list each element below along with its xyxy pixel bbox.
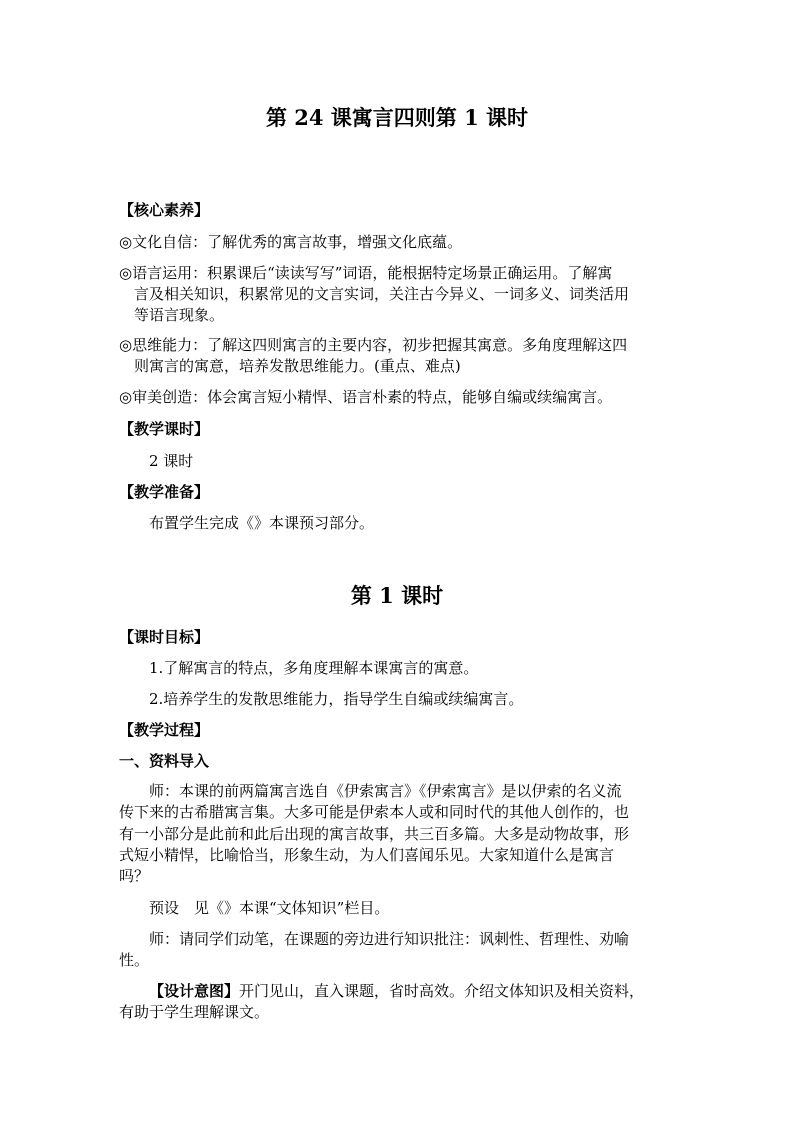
teacher-para-line3: 有一小部分是此前和此后出现的寓言故事，共三百多篇。大多是动物故事，形 [119,825,630,843]
teacher-para-line5: 吗？ [119,867,150,885]
design-intent-line2: 有助于学生理解课文。 [119,1003,270,1021]
teacher-note-line2: 性。 [119,951,150,969]
teacher-para-line4: 式短小精悍，比喻恰当，形象生动，为人们喜闻乐见。大家知道什么是寓言 [119,846,615,864]
goal-item-1: 1.了解寓言的特点，多角度理解本课寓言的寓意。 [149,659,479,677]
core-item-culture: ◎文化自信：了解优秀的寓言故事，增强文化底蕴。 [119,233,463,251]
core-item-language-line3: 等语言现象。 [134,306,225,324]
core-item-thinking-line2: 则寓言的寓意，培养发散思维能力。(重点、难点) [134,357,461,375]
teacher-para-line2: 传下来的古希腊寓言集。大多可能是伊索本人或和同时代的其他人创作的，也 [119,803,630,821]
core-item-language-line1: ◎语言运用：积累课后“读读写写”词语，能根据特定场景正确运用。了解寓 [119,264,613,282]
teacher-note-line1: 师：请同学们动笔，在课题的旁边进行知识批注：讽刺性、哲理性、劝喻 [149,930,630,948]
section-heading-process: 【教学过程】 [119,721,210,739]
document-title: 第 24 课寓言四则第 1 课时 [265,105,529,130]
core-item-language-line2: 言及相关知识，积累常见的文言实词，关注古今异义、一词多义、词类活用 [134,285,630,303]
core-item-aesthetic: ◎审美创造：体会寓言短小精悍、语言朴素的特点，能够自编或续编寓言。 [119,388,613,406]
design-intent-text: 开门见山，直入课题，省时高效。介绍文体知识及相关资料， [239,982,645,1000]
teacher-para-line1: 师：本课的前两篇寓言选自《伊索寓言》《伊索寓言》是以伊索的名义流 [149,782,622,800]
prep-text: 布置学生完成《》本课预习部分。 [149,514,375,532]
core-item-thinking-line1: ◎思维能力：了解这四则寓言的主要内容，初步把握其寓意。多角度理解这四 [119,336,628,354]
design-intent-label: 【设计意图】 [149,982,240,1000]
step-heading-1: 一、资料导入 [119,752,210,770]
design-intent-line1 [149,981,644,1002]
lesson-title: 第 1 课时 [350,583,444,608]
preset-text: 预设 见《》本课“文体知识”栏目。 [149,899,390,917]
section-heading-core: 【核心素养】 [119,201,210,219]
section-heading-goals: 【课时目标】 [119,628,210,646]
section-heading-hours: 【教学课时】 [119,420,210,438]
hours-value: 2 课时 [149,452,194,470]
goal-item-2: 2.培养学生的发散思维能力，指导学生自编或续编寓言。 [149,690,524,708]
section-heading-prep: 【教学准备】 [119,483,210,501]
